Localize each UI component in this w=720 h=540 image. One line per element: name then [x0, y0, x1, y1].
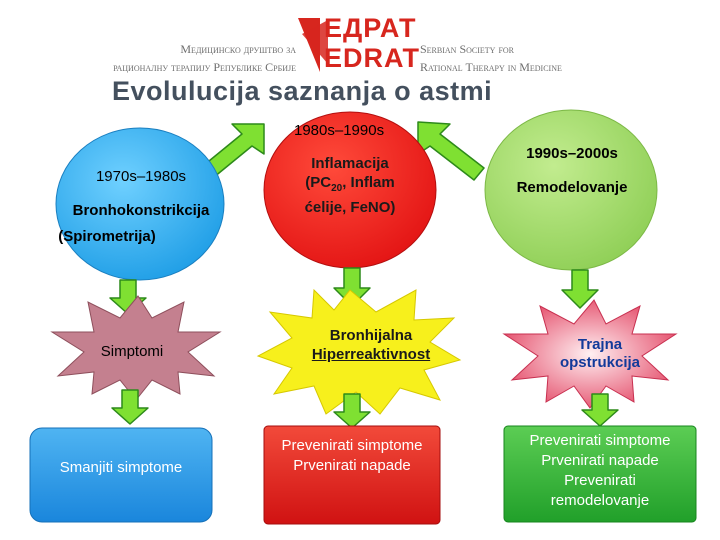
page-title: Evolulucija saznanja o astmi — [112, 76, 493, 106]
right-goal-line3: Prevenirati — [564, 472, 636, 489]
arrow-down-left-2 — [112, 390, 148, 424]
left-era-label: 1970s–1980s — [95, 168, 187, 185]
society-name-serbian-line2: рационалну терапију Републике Србије — [113, 60, 296, 74]
middle-goal-label — [264, 436, 440, 476]
middle-concept-line2-post: , Inflam — [342, 174, 395, 191]
right-outcome-label — [522, 336, 678, 372]
right-goal-line4: remodelovanje — [550, 492, 650, 509]
logo-latin: EDRAT — [324, 43, 420, 73]
left-outcome-label: Simptomi — [100, 343, 164, 360]
middle-concept-line3: ćelije, FeNO) — [304, 199, 396, 216]
right-goal-label — [504, 431, 696, 511]
middle-goal-line2: Prvenirati napade — [293, 457, 411, 474]
right-era-label: 1990s–2000s — [526, 145, 618, 162]
left-concept-label: Bronhokonstrikcija — [72, 202, 210, 219]
society-name-english-line1: Serbian Society for — [420, 42, 515, 56]
middle-goal-line1: Prevenirati simptome — [281, 437, 423, 454]
left-method-label: (Spirometrija) — [58, 228, 156, 245]
right-outcome-line1: Trajna — [577, 336, 623, 353]
middle-concept-label — [270, 154, 430, 217]
middle-era-label: 1980s–1990s — [294, 122, 385, 139]
society-name-english-line2: Rational Therapy in Medicine — [420, 60, 562, 74]
middle-outcome-line2: Hiperreaktivnost — [311, 346, 431, 363]
middle-outcome-line1: Bronhijalna — [329, 327, 413, 344]
right-goal-line2: Prvenirati napade — [541, 452, 659, 469]
right-outcome-line2: opstrukcija — [559, 354, 641, 371]
middle-concept-line2-pre: (PC — [305, 174, 332, 191]
middle-concept-line1: Inflamacija — [311, 155, 389, 172]
left-goal-label: Smanjiti simptome — [59, 459, 183, 476]
middle-concept-line2-sub: 20 — [331, 183, 343, 194]
logo-cyrillic: ЕДРАТ — [324, 13, 417, 43]
right-concept-label: Remodelovanje — [516, 179, 628, 196]
middle-outcome-label — [286, 326, 456, 364]
right-goal-line1: Prevenirati simptome — [529, 432, 671, 449]
middle-concept-line2 — [270, 173, 430, 198]
society-name-serbian-line1: Медицинско друштво за — [180, 42, 296, 56]
